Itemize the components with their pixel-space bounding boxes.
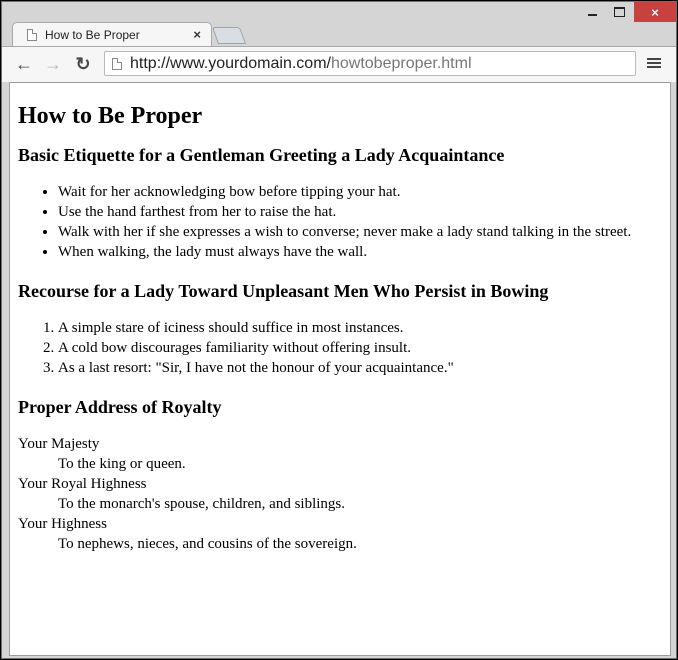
definition-description: To the monarch's spouse, children, and siblings. — [58, 496, 346, 512]
list-item: 3. As a last resort: "Sir, I have not the honour of your acquaintance." — [58, 358, 662, 378]
close-icon: × — [651, 4, 659, 20]
list-item: • When walking, the lady must always have the wall. — [58, 242, 662, 262]
address-bar[interactable] — [104, 51, 636, 76]
maximize-icon — [614, 7, 625, 17]
hamburger-icon — [647, 58, 661, 60]
page-icon — [112, 58, 122, 70]
minimize-button[interactable] — [580, 2, 604, 22]
section-heading: Proper Address of Royalty — [18, 397, 222, 417]
recourse-list — [18, 318, 662, 378]
page-content — [10, 102, 670, 554]
definition-term: Your Majesty — [18, 436, 100, 452]
back-button[interactable] — [13, 54, 35, 74]
menu-button[interactable] — [646, 56, 662, 72]
url-host: http://www.yourdomain.com/ — [130, 54, 331, 72]
definition-term: Your Royal Highness — [18, 476, 147, 492]
section-heading: Recourse for a Lady Toward Unpleasant Men Who Persist in Bowing — [18, 281, 549, 301]
hamburger-icon-bar — [647, 66, 661, 68]
page-viewport — [9, 82, 671, 656]
maximize-button[interactable] — [606, 2, 632, 22]
list-item: • Use the hand farthest from her to raise the hat. — [58, 202, 662, 222]
tab-title: How to Be Proper — [45, 27, 140, 42]
forward-arrow-icon: → — [44, 53, 62, 74]
hamburger-icon-bar — [647, 62, 661, 64]
list-item: • Wait for her acknowledging bow before tipping your hat. — [58, 182, 662, 202]
list-item: 2. A cold bow discourages familiarity without offering insult. — [58, 338, 662, 358]
title-bar — [2, 2, 676, 46]
tab-close-icon[interactable]: × — [193, 27, 201, 42]
minimize-icon — [588, 14, 597, 16]
url-text[interactable] — [130, 55, 472, 73]
list-item: • Walk with her if she expresses a wish to converse; never make a lady stand talking in the street. — [58, 222, 662, 242]
reload-button[interactable] — [72, 54, 94, 74]
tab-how-to-be-proper[interactable] — [12, 22, 212, 47]
forward-button[interactable] — [42, 54, 64, 74]
browser-toolbar — [2, 46, 676, 82]
etiquette-list — [18, 182, 662, 262]
section-heading: Basic Etiquette for a Gentleman Greeting a Lady Acquaintance — [18, 145, 505, 165]
close-window-button[interactable] — [634, 2, 676, 22]
page-title: How to Be Proper — [18, 103, 203, 129]
back-arrow-icon: ← — [15, 53, 33, 74]
url-path: howtobeproper.html — [330, 54, 472, 72]
definition-description: To nephews, nieces, and cousins of the sovereign. — [58, 536, 357, 552]
reload-icon: ↻ — [75, 53, 91, 74]
browser-window — [1, 1, 677, 659]
definition-term: Your Highness — [18, 516, 107, 532]
definition-description: To the king or queen. — [58, 456, 186, 472]
page-icon — [27, 29, 37, 41]
new-tab-button[interactable] — [212, 27, 246, 44]
royalty-definition-list — [18, 434, 662, 554]
list-item: 1. A simple stare of iciness should suffice in most instances. — [58, 318, 662, 338]
